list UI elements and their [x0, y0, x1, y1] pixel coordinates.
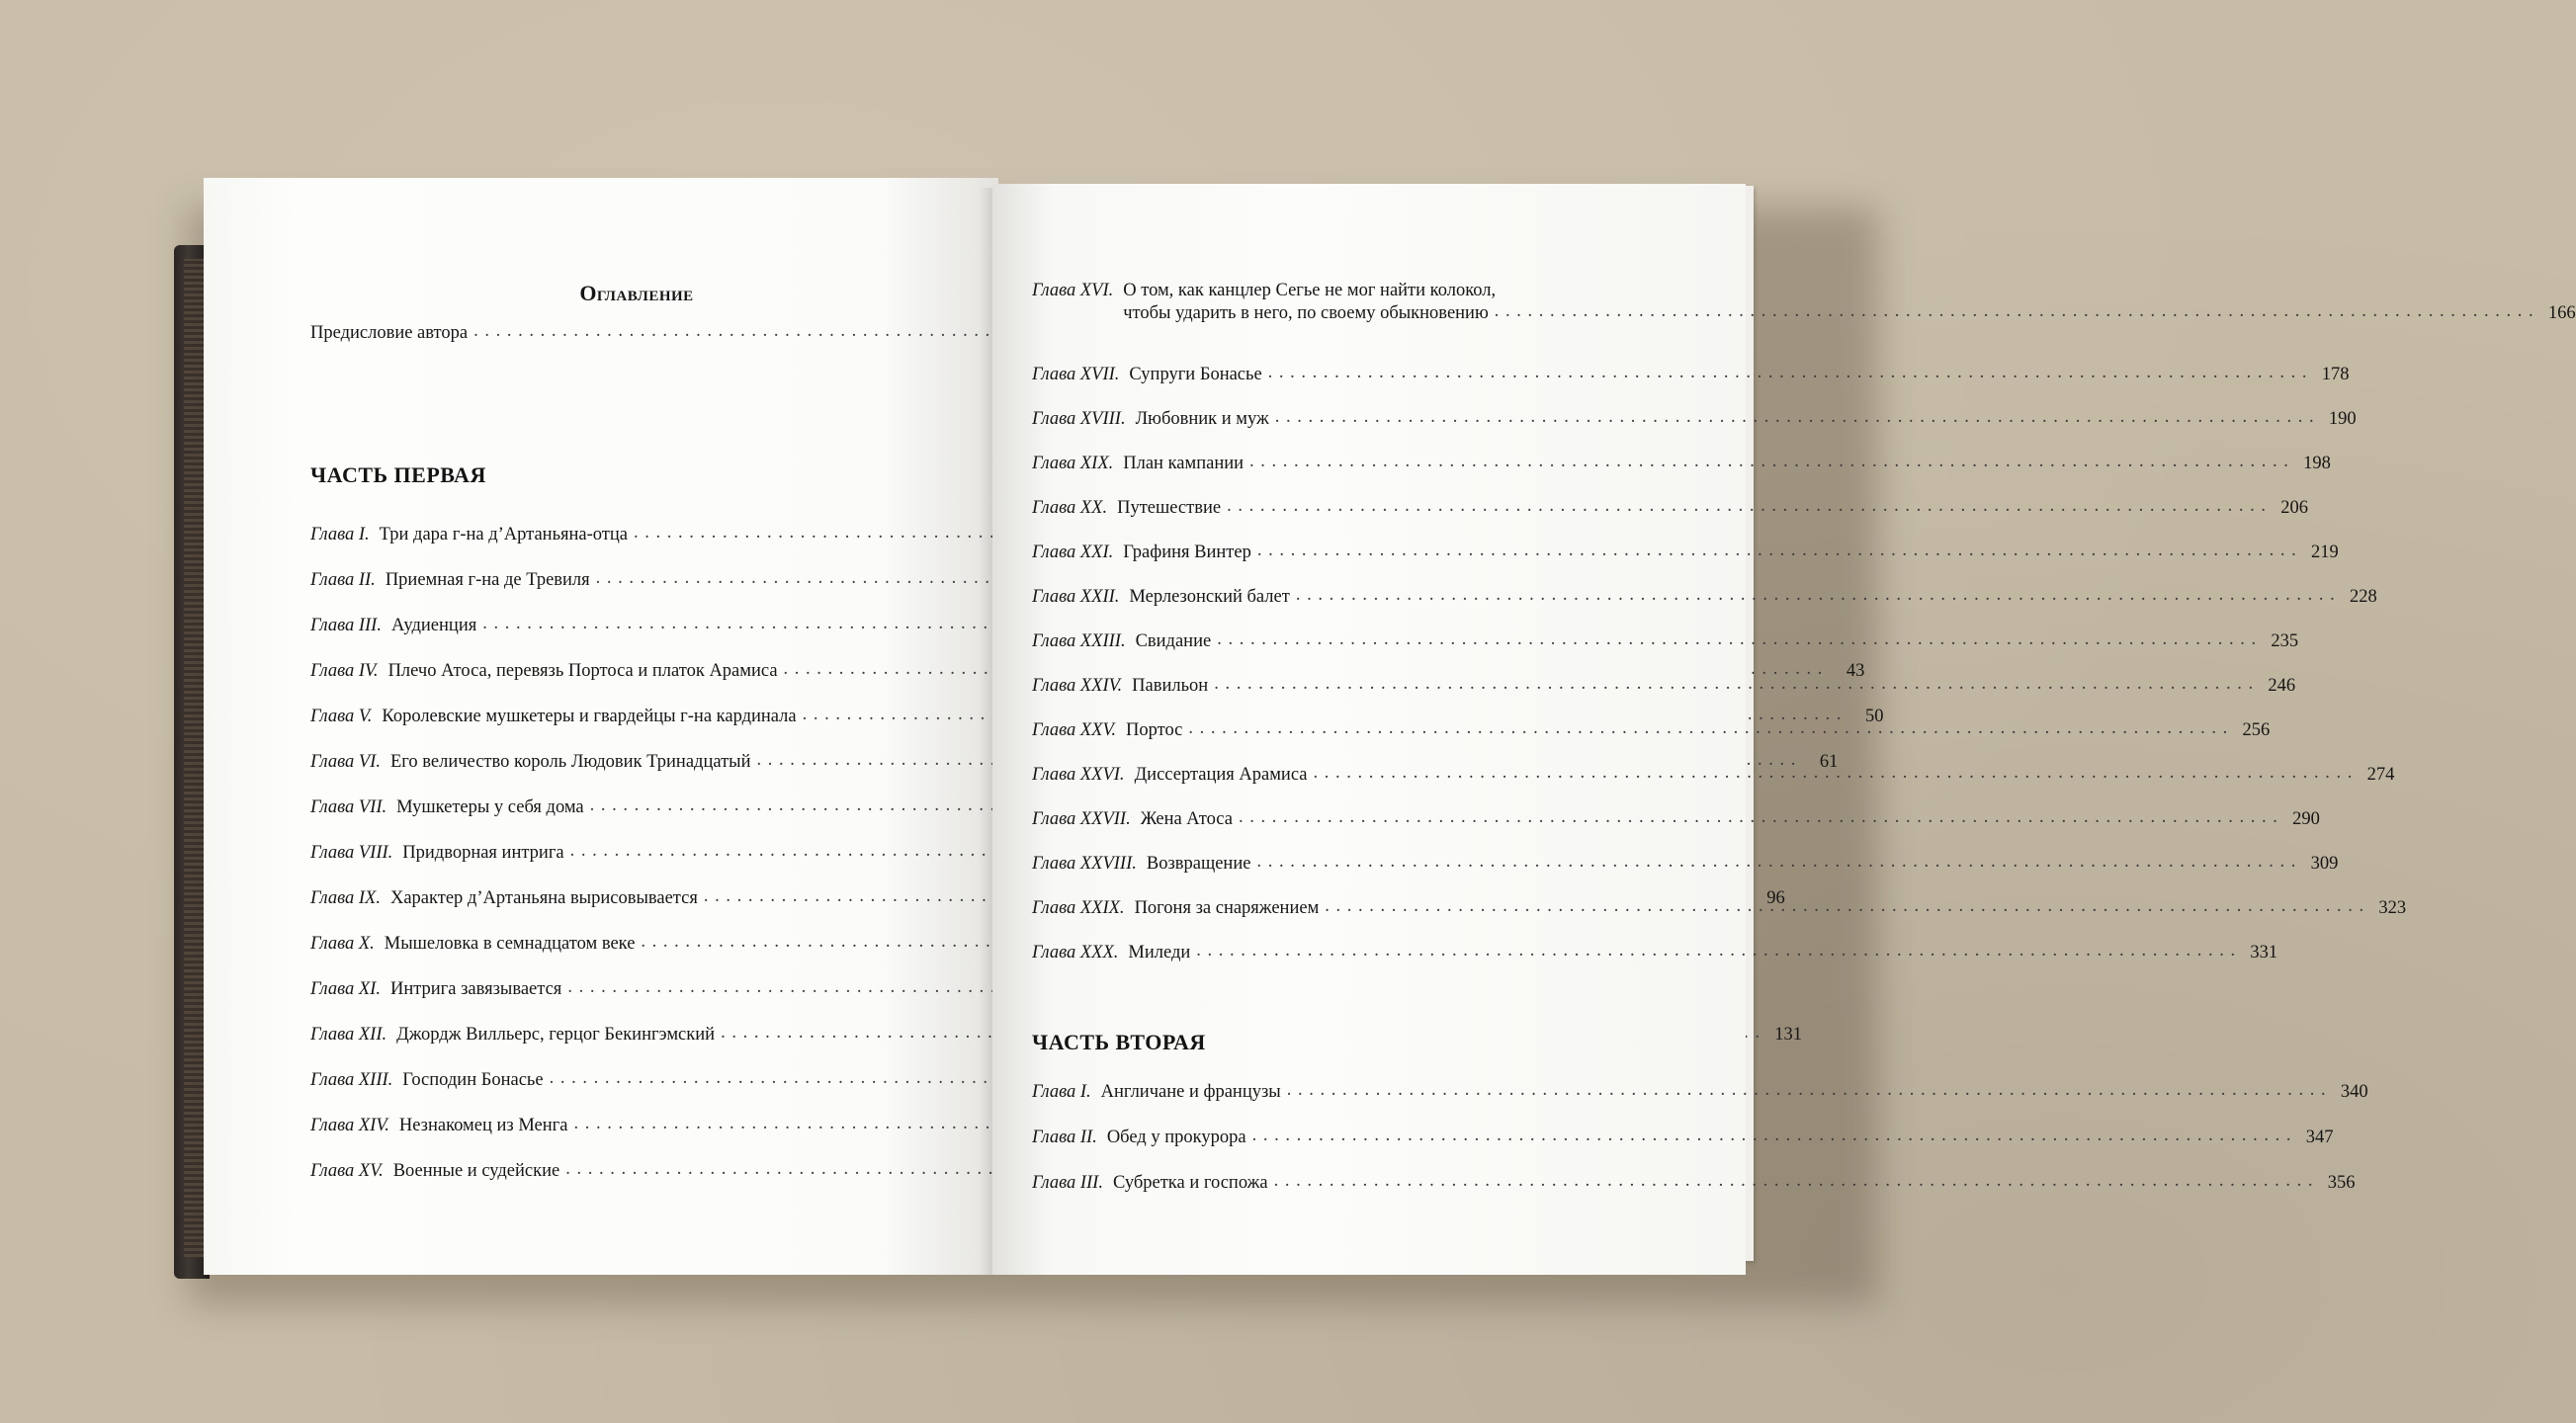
chapter-label: Глава II.	[1032, 1128, 1097, 1147]
chapter-label: Глава XIV.	[310, 1116, 389, 1135]
chapter-title: Интрига завязывается	[389, 979, 562, 999]
toc-entry[interactable]	[1032, 841, 2339, 875]
chapter-title: Мушкетеры у себя дома	[396, 797, 584, 817]
chapter-title: Жена Атоса	[1140, 809, 1233, 829]
leader-dots	[1239, 807, 2278, 828]
chapter-title: Военные и судейские	[392, 1161, 560, 1181]
page-number: 274	[2366, 765, 2395, 785]
toc-entry[interactable]	[310, 694, 1884, 727]
toc-entry[interactable]	[310, 830, 1018, 864]
toc-entry[interactable]	[1032, 352, 2350, 385]
leader-dots	[1313, 763, 2353, 784]
part-one-heading: ЧАСТЬ ПЕРВАЯ	[310, 462, 486, 487]
chapter-label: Глава XVII.	[1032, 365, 1120, 384]
chapter-label: Глава VI.	[310, 752, 381, 772]
page-number: 198	[2303, 454, 2331, 473]
leader-dots	[1275, 407, 2315, 428]
leader-dots	[1196, 941, 2236, 962]
chapter-label: Глава III.	[310, 616, 382, 635]
chapter-title: Свидание	[1135, 631, 1212, 651]
leader-dots	[1227, 496, 2267, 517]
toc-entry[interactable]	[1032, 930, 2278, 963]
toc-entry[interactable]	[310, 1057, 1018, 1091]
chapter-title: Мерлезонский балет	[1129, 587, 1290, 607]
chapter-title-line1: О том, как канцлер Сегье не мог найти колокол,	[1123, 281, 1497, 300]
chapter-label: Глава XX.	[1032, 498, 1108, 518]
chapter-label: Глава XXIV.	[1032, 676, 1123, 696]
page-number: 235	[2271, 631, 2299, 651]
chapter-label: Глава XXIII.	[1032, 631, 1126, 651]
chapter-label: Глава VII.	[310, 797, 387, 817]
page-number: 190	[2328, 409, 2357, 429]
chapter-label: Глава IX.	[310, 888, 381, 908]
chapter-title: Диссертация Арамиса	[1134, 765, 1308, 785]
chapter-label: Глава IV.	[310, 661, 379, 681]
toc-title: Оглавление	[579, 281, 694, 305]
toc-entry[interactable]	[310, 921, 1018, 955]
page-number: 43	[1846, 661, 1865, 681]
page-number: 219	[2310, 543, 2339, 562]
chapter-title: Графиня Винтер	[1123, 543, 1251, 562]
toc-entry-chapter-xvi[interactable]	[1032, 281, 2576, 340]
page-number: 256	[2242, 720, 2271, 740]
chapter-label: Глава XXIX.	[1032, 898, 1125, 918]
leader-dots	[1214, 674, 2254, 695]
toc-entry[interactable]	[1032, 1160, 2356, 1194]
chapter-title: Возвращение	[1146, 854, 1251, 874]
chapter-title: Мышеловка в семнадцатом веке	[384, 934, 636, 954]
toc-entry[interactable]	[310, 1103, 1018, 1136]
toc-entry[interactable]	[1032, 396, 2357, 430]
leader-dots	[1188, 718, 2228, 739]
chapter-label: Глава V.	[310, 707, 373, 726]
chapter-title: Погоня за снаряжением	[1134, 898, 1320, 918]
toc-entry[interactable]	[310, 739, 1839, 773]
chapter-label: Глава II.	[310, 570, 376, 590]
chapter-title: Любовник и муж	[1135, 409, 1269, 429]
chapter-title: Супруги Бонасье	[1129, 365, 1262, 384]
chapter-label: Глава XXV.	[1032, 720, 1117, 740]
toc-entry[interactable]	[1032, 441, 2331, 474]
chapter-label: Глава XXX.	[1032, 943, 1119, 963]
toc-entry[interactable]	[1032, 1069, 2368, 1103]
leader-dots	[1257, 541, 2297, 561]
leader-dots	[1287, 1080, 2327, 1101]
page-number: 178	[2321, 365, 2350, 384]
chapter-label: Глава XVIII.	[1032, 409, 1126, 429]
page-number: 340	[2340, 1082, 2368, 1102]
chapter-title: Три дара г-на д’Артаньяна-отца	[379, 525, 629, 544]
chapter-title-block	[1123, 281, 2575, 324]
toc-entry[interactable]	[1032, 530, 2339, 563]
chapter-title: Путешествие	[1117, 498, 1222, 518]
leader-dots	[1495, 301, 2534, 322]
leader-dots	[1274, 1171, 2314, 1192]
chapter-title: Аудиенция	[390, 616, 477, 635]
chapter-title: Субретка и госпожа	[1112, 1173, 1268, 1193]
toc-entry[interactable]	[1032, 619, 2299, 652]
toc-entry[interactable]	[310, 557, 1018, 591]
chapter-label: Глава XXVI.	[1032, 765, 1125, 785]
leader-dots	[1256, 852, 2296, 873]
toc-entry[interactable]	[1032, 796, 2320, 830]
chapter-title: Придворная интрига	[402, 843, 564, 863]
chapter-label: Глава XV.	[310, 1161, 384, 1181]
chapter-label: Глава I.	[310, 525, 370, 544]
chapter-label: Глава XXVII.	[1032, 809, 1131, 829]
toc-entry[interactable]	[310, 648, 1865, 682]
chapter-title: Портос	[1126, 720, 1183, 740]
chapter-label: Глава I.	[1032, 1082, 1091, 1102]
chapter-title: План кампании	[1123, 454, 1245, 473]
chapter-title: Характер д’Артаньяна вырисовывается	[389, 888, 698, 908]
page-number: 206	[2280, 498, 2308, 518]
chapter-title: Его величество король Людовик Тринадцатый	[389, 752, 751, 772]
chapter-title-line2-row	[1123, 303, 2575, 324]
entry-title: Предисловие автора	[310, 323, 469, 343]
chapter-label: Глава XIII.	[310, 1070, 393, 1090]
toc-entry[interactable]	[310, 966, 1018, 1000]
chapter-label: Глава XI.	[310, 979, 381, 999]
chapter-label: Глава XXII.	[1032, 587, 1120, 607]
chapter-title: Джордж Вилльерс, герцог Бекингэмский	[396, 1025, 716, 1045]
page-number: 347	[2305, 1128, 2334, 1147]
page-number: 50	[1865, 707, 1884, 726]
chapter-label: Глава XIX.	[1032, 454, 1114, 473]
page-number: 323	[2378, 898, 2407, 918]
leader-dots	[1325, 896, 2364, 917]
leader-dots	[1217, 629, 2257, 650]
page-number: 166	[2547, 303, 2576, 323]
toc-entry[interactable]	[310, 512, 1018, 545]
toc-entry[interactable]	[1032, 485, 2308, 519]
chapter-label: Глава III.	[1032, 1173, 1103, 1193]
toc-entry[interactable]	[310, 785, 1018, 818]
toc-entry[interactable]	[310, 1148, 1018, 1182]
chapter-title-line2: чтобы ударить в него, по своему обыкновению	[1123, 303, 1489, 323]
page-number: 228	[2349, 587, 2377, 607]
chapter-label: Глава XII.	[310, 1025, 387, 1045]
chapter-title: Миледи	[1128, 943, 1191, 963]
part-two-heading: ЧАСТЬ ВТОРАЯ	[1032, 1030, 1206, 1054]
page-number: 246	[2268, 676, 2296, 696]
chapter-label: Глава XXI.	[1032, 543, 1114, 562]
preface-entry[interactable]	[310, 310, 1018, 344]
toc-entry[interactable]	[1032, 574, 2377, 608]
page-number: 331	[2250, 943, 2278, 963]
chapter-label: Глава XXVIII.	[1032, 854, 1137, 874]
leader-dots	[1296, 585, 2336, 606]
page-number: 356	[2327, 1173, 2356, 1193]
toc-entry[interactable]	[1032, 1115, 2334, 1148]
page-number: 290	[2292, 809, 2320, 829]
chapter-title: Павильон	[1132, 676, 1209, 696]
chapter-label: Глава X.	[310, 934, 375, 954]
page-number: 96	[1766, 888, 1785, 908]
chapter-title: Незнакомец из Менга	[398, 1116, 568, 1135]
page-number: 61	[1819, 752, 1839, 772]
chapter-label: Глава VIII.	[310, 843, 393, 863]
chapter-title: Королевские мушкетеры и гвардейцы г-на кардинала	[382, 707, 797, 726]
page-number: 131	[1774, 1025, 1802, 1045]
chapter-title: Англичане и французы	[1100, 1082, 1281, 1102]
leader-dots	[1252, 1126, 2292, 1146]
chapter-title: Плечо Атоса, перевязь Портоса и платок Арамиса	[387, 661, 778, 681]
chapter-title: Обед у прокурора	[1106, 1128, 1246, 1147]
chapter-title: Приемная г-на де Тревиля	[385, 570, 590, 590]
leader-dots	[1268, 363, 2308, 383]
chapter-title: Господин Бонасье	[402, 1070, 544, 1090]
leader-dots	[1249, 452, 2289, 472]
chapter-label: Глава XVI.	[1032, 281, 1114, 300]
cover-edge	[184, 259, 206, 1257]
toc-entry[interactable]	[310, 603, 1018, 636]
page-number: 309	[2310, 854, 2339, 874]
